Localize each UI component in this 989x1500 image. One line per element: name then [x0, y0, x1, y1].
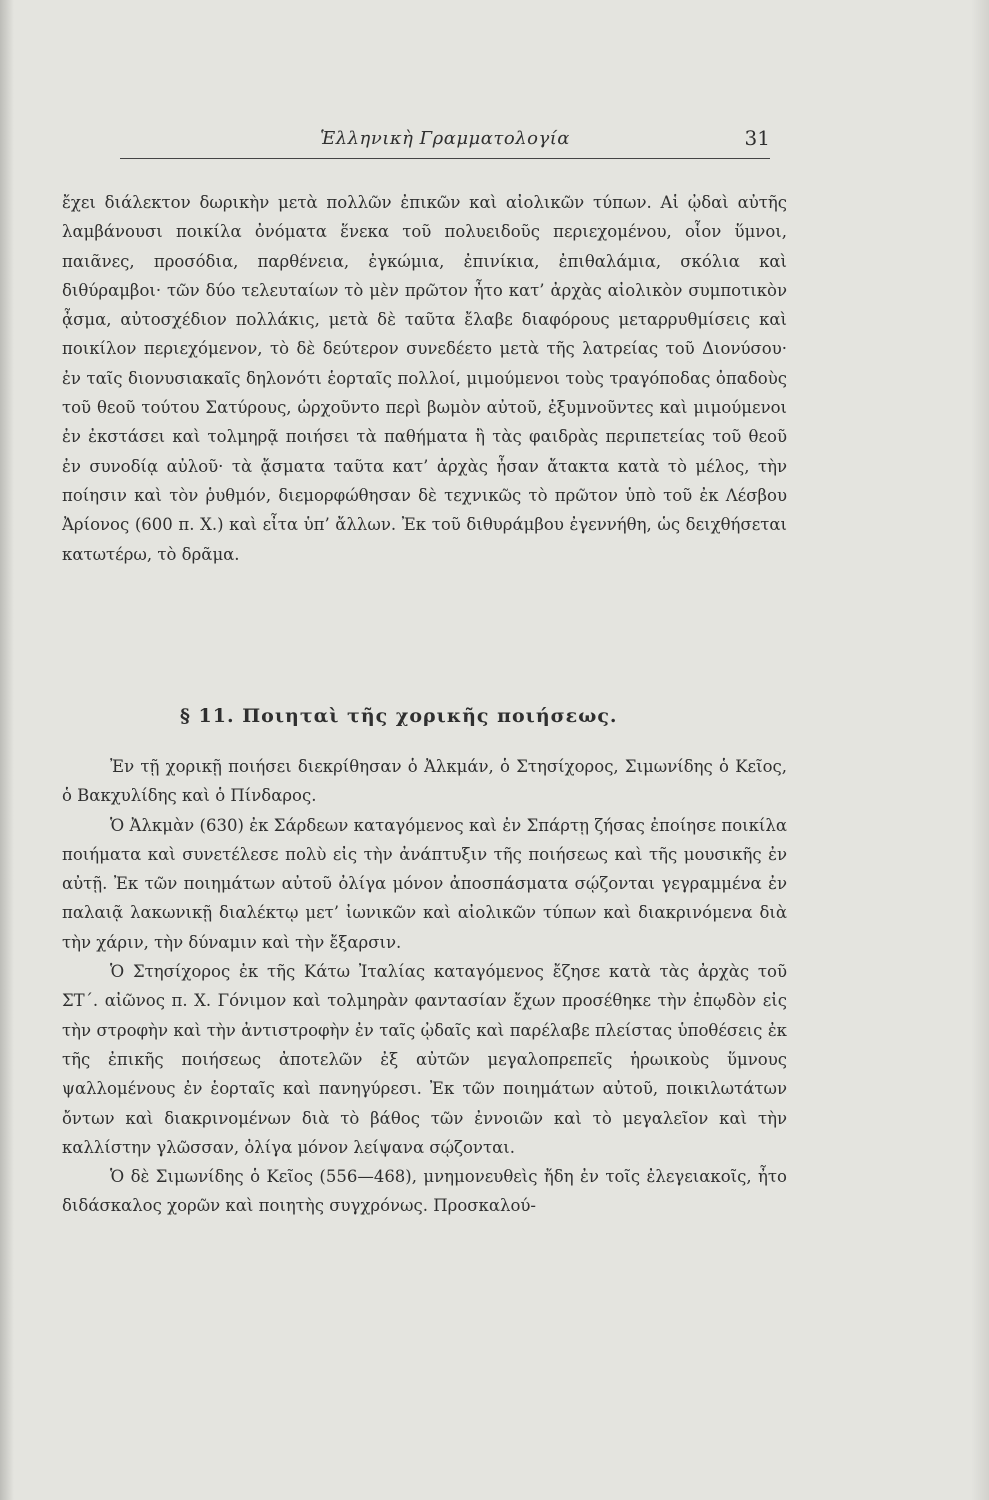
section-body [62, 752, 787, 1221]
paragraph-stesichoros: Ὁ Στησίχορος ἐκ τῆς Κάτω Ἰταλίας καταγόμενος ἔζησε κατὰ τὰς ἀρχὰς τοῦ ΣΤ΄. αἰῶνος π. Χ. Γόνιμον καὶ τολμηρὰν φαντασίαν ἔχων προσέθηκε τὴν ἐπῳδὸν εἰς τὴν στροφὴν καὶ τὴν ἀντιστροφὴν ἐν ταῖς ᾠδαῖς καὶ παρέλαβε πλείστας ὑποθέσεις ἐκ τῆς ἐπικῆς ποιήσεως ἀποτελῶν ἐξ αὐτῶν μεγαλοπρεπεῖς ἡρωικοὺς ὕμνους ψαλλομένους ἐν ἑορταῖς καὶ πανηγύρεσι. Ἐκ τῶν ποιημάτων αὐτοῦ, ποικιλωτάτων ὄντων καὶ διακρινομένων διὰ τὸ βάθος τῶν ἐννοιῶν καὶ τὸ μεγαλεῖον καὶ τὴν καλλίστην γλῶσσαν, ὀλίγα μόνον λείψανα σῴζονται. [62, 962, 787, 1157]
page-header [120, 124, 770, 159]
paragraph-simonides: Ὁ δὲ Σιμωνίδης ὁ Κεῖος (556—468), μνημονευθεὶς ἤδη ἐν τοῖς ἐλεγειακοῖς, ἦτο διδάσκαλος χορῶν καὶ ποιητὴς συγχρόνως. Προσκαλού- [62, 1167, 787, 1216]
page-edge-shadow [971, 0, 989, 1500]
intro-paragraph: ἔχει διάλεκτον δωρικὴν μετὰ πολλῶν ἐπικῶν καὶ αἰολικῶν τύπων. Αἱ ᾠδαὶ αὐτῆς λαμβάνουσι ποικίλα ὀνόματα ἕνεκα τοῦ πολυειδοῦς περιεχομένου, οἷον ὕμνοι, παιᾶνες, προσόδια, παρθένεια, ἐγκώμια, ἐπινίκια, ἐπιθαλάμια, σκόλια καὶ διθύραμβοι· τῶν δύο τελευταίων τὸ μὲν πρῶτον ἦτο κατ’ ἀρχὰς αἰολικὸν συμποτικὸν ᾆσμα, αὐτοσχέδιον πολλάκις, μετὰ δὲ ταῦτα ἔλαβε διαφόρους μεταρρυθμίσεις καὶ ποικίλον περιεχόμενον, τὸ δὲ δεύτερον συνεδέετο μετὰ τῆς λατρείας τοῦ Διονύσου· ἐν ταῖς διονυσιακαῖς δηλονότι ἑορταῖς πολλοί, μιμούμενοι τοὺς τραγόποδας ὀπαδοὺς τοῦ θεοῦ τούτου Σατύρους, ὠρχοῦντο περὶ βωμὸν αὐτοῦ, ἐξυμνοῦντες καὶ μιμούμενοι ἐν ἐκστάσει καὶ τολμηρᾷ ποιήσει τὰ παθήματα ἢ τὰς φαιδρὰς περιπετείας τοῦ θεοῦ ἐν συνοδίᾳ αὐλοῦ· τὰ ᾄσματα ταῦτα κατ’ ἀρχὰς ἦσαν ἄτακτα κατὰ τὸ μέλος, τὴν ποίησιν καὶ τὸν ῥυθμόν, διεμορφώθησαν δὲ τεχνικῶς τὸ πρῶτον ὑπὸ τοῦ ἐκ Λέσβου Ἀρίονος (600 π. Χ.) καὶ εἶτα ὑπ’ ἄλλων. Ἐκ τοῦ διθυράμβου ἐγεννήθη, ὡς δειχθήσεται κατωτέρω, τὸ δρᾶμα. [62, 193, 787, 564]
section-heading: § 11. Ποιηταὶ τῆς χορικῆς ποιήσεως. [180, 705, 618, 727]
paragraph-poets-list: Ἐν τῇ χορικῇ ποιήσει διεκρίθησαν ὁ Ἀλκμάν, ὁ Στησίχορος, Σιμωνίδης ὁ Κεῖος, ὁ Βακχυλίδης καὶ ὁ Πίνδαρος. [62, 757, 787, 806]
running-title: Ἑλληνικὴ Γραμματολογία [320, 128, 570, 149]
body-text [62, 188, 787, 569]
page-number: 31 [744, 126, 770, 150]
book-spine-shadow [0, 0, 14, 1500]
paragraph-alkman: Ὁ Ἀλκμὰν (630) ἐκ Σάρδεων καταγόμενος καὶ ἐν Σπάρτῃ ζήσας ἐποίησε ποικίλα ποιήματα καὶ συνετέλεσε πολὺ εἰς τὴν ἀνάπτυξιν τῆς ποιήσεως καὶ τῆς μουσικῆς ἐν αὐτῇ. Ἐκ τῶν ποιημάτων αὐτοῦ ὀλίγα μόνον ἀποσπάσματα σῴζονται γεγραμμένα ἐν παλαιᾷ λακωνικῇ διαλέκτῳ μετ’ ἰωνικῶν καὶ αἰολικῶν τύπων καὶ διακρινόμενα διὰ τὴν χάριν, τὴν δύναμιν καὶ τὴν ἔξαρσιν. [62, 815, 787, 952]
